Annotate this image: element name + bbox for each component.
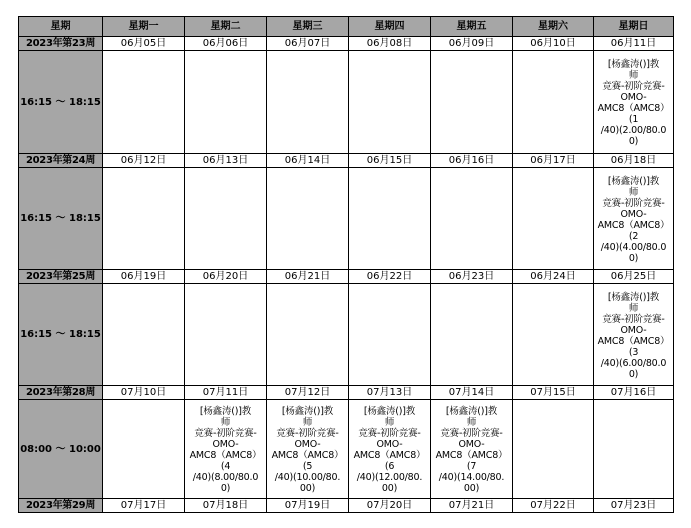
empty-cell bbox=[185, 168, 267, 270]
course-text-line: 竞赛-初阶竞赛- bbox=[602, 197, 665, 209]
date-cell: 06月21日 bbox=[267, 270, 349, 284]
empty-cell bbox=[349, 51, 431, 154]
course-text-line: OMO- bbox=[620, 92, 647, 103]
course-text-line: /40)(12.00/80. bbox=[356, 472, 423, 483]
date-cell: 06月25日 bbox=[594, 270, 674, 284]
course-entry[interactable] bbox=[349, 404, 430, 494]
empty-cell bbox=[431, 284, 513, 386]
course-entry[interactable] bbox=[594, 174, 673, 264]
date-cell: 07月13日 bbox=[349, 386, 431, 400]
course-entry[interactable] bbox=[267, 404, 348, 494]
date-cell: 06月10日 bbox=[513, 37, 594, 51]
date-cell: 06月08日 bbox=[349, 37, 431, 51]
date-cell: 07月19日 bbox=[267, 499, 349, 513]
course-text-line: 师 bbox=[384, 417, 395, 428]
course-text-line: 师 bbox=[628, 186, 639, 198]
week-label: 2023年第23周 bbox=[19, 37, 103, 51]
course-text-line: 竞赛-初阶竞赛- bbox=[194, 428, 257, 439]
date-cell: 06月06日 bbox=[185, 37, 267, 51]
empty-cell bbox=[513, 400, 594, 499]
course-text-line: [杨鑫涛()]教 bbox=[445, 406, 498, 417]
course-text-line: OMO- bbox=[620, 208, 647, 220]
time-slot: 08:00 ～ 10:00 bbox=[19, 400, 103, 499]
course-cell bbox=[267, 400, 349, 499]
date-cell: 07月15日 bbox=[513, 386, 594, 400]
header-day-4: 星期四 bbox=[349, 17, 431, 37]
course-text-line: AMC8（AMC8）(4 bbox=[189, 450, 262, 472]
course-text-line: 师 bbox=[628, 302, 639, 314]
date-cell: 06月18日 bbox=[594, 154, 674, 168]
course-text-line: 师 bbox=[302, 417, 313, 428]
week-label: 2023年第24周 bbox=[19, 154, 103, 168]
date-cell: 06月09日 bbox=[431, 37, 513, 51]
empty-cell bbox=[349, 168, 431, 270]
course-text-line: OMO- bbox=[458, 439, 485, 450]
date-cell: 07月18日 bbox=[185, 499, 267, 513]
course-text-line: 00) bbox=[299, 483, 316, 494]
course-text-line: AMC8（AMC8）(6 bbox=[353, 450, 426, 472]
date-cell: 07月22日 bbox=[513, 499, 594, 513]
course-text-line: 0) bbox=[628, 136, 639, 147]
course-text-line: /40)(14.00/80. bbox=[438, 472, 505, 483]
empty-cell bbox=[103, 400, 185, 499]
empty-cell bbox=[513, 284, 594, 386]
course-entry[interactable] bbox=[185, 404, 266, 494]
course-text-line: [杨鑫涛()]教 bbox=[363, 406, 416, 417]
date-cell: 07月23日 bbox=[594, 499, 674, 513]
date-cell: 07月17日 bbox=[103, 499, 185, 513]
date-cell: 07月10日 bbox=[103, 386, 185, 400]
course-text-line: 师 bbox=[628, 70, 639, 81]
course-text-line: 竞赛-初阶竞赛- bbox=[440, 428, 503, 439]
course-text-line: [杨鑫涛()]教 bbox=[607, 291, 660, 303]
empty-cell bbox=[431, 168, 513, 270]
course-cell bbox=[594, 51, 674, 154]
course-text-line: 00) bbox=[463, 483, 480, 494]
date-cell: 06月11日 bbox=[594, 37, 674, 51]
empty-cell bbox=[103, 51, 185, 154]
course-entry[interactable] bbox=[594, 290, 673, 380]
date-cell: 06月05日 bbox=[103, 37, 185, 51]
date-cell: 06月12日 bbox=[103, 154, 185, 168]
week-label: 2023年第29周 bbox=[19, 499, 103, 513]
course-text-line: 竞赛-初阶竞赛- bbox=[276, 428, 339, 439]
course-text-line: [杨鑫涛()]教 bbox=[607, 175, 660, 187]
course-text-line: 00) bbox=[381, 483, 398, 494]
time-slot: 16:15 ～ 18:15 bbox=[19, 168, 103, 270]
course-text-line: OMO- bbox=[212, 439, 239, 450]
time-slot-row bbox=[19, 168, 674, 270]
course-text-line: /40)(4.00/80.0 bbox=[600, 241, 667, 253]
course-text-line: 0) bbox=[220, 483, 231, 494]
week-row bbox=[19, 386, 674, 400]
empty-cell bbox=[349, 284, 431, 386]
week-row bbox=[19, 37, 674, 51]
schedule-table bbox=[18, 16, 674, 513]
empty-cell bbox=[267, 51, 349, 154]
empty-cell bbox=[103, 168, 185, 270]
time-slot: 16:15 ～ 18:15 bbox=[19, 51, 103, 154]
empty-cell bbox=[513, 168, 594, 270]
course-text-line: [杨鑫涛()]教 bbox=[199, 406, 252, 417]
date-cell: 07月16日 bbox=[594, 386, 674, 400]
course-text-line: OMO- bbox=[376, 439, 403, 450]
course-text-line: AMC8（AMC8）(1 bbox=[597, 103, 670, 125]
course-text-line: /40)(2.00/80.0 bbox=[600, 125, 667, 136]
course-cell bbox=[594, 168, 674, 270]
week-label: 2023年第25周 bbox=[19, 270, 103, 284]
empty-cell bbox=[431, 51, 513, 154]
course-text-line: 0) bbox=[628, 252, 639, 264]
header-row bbox=[19, 17, 674, 37]
course-cell bbox=[349, 400, 431, 499]
date-cell: 06月13日 bbox=[185, 154, 267, 168]
header-day-3: 星期三 bbox=[267, 17, 349, 37]
course-text-line: AMC8（AMC8）(5 bbox=[271, 450, 344, 472]
week-label: 2023年第28周 bbox=[19, 386, 103, 400]
week-row bbox=[19, 270, 674, 284]
course-text-line: 师 bbox=[466, 417, 477, 428]
week-row bbox=[19, 499, 674, 513]
empty-cell bbox=[267, 284, 349, 386]
course-text-line: /40)(8.00/80.0 bbox=[192, 472, 259, 483]
course-text-line: [杨鑫涛()]教 bbox=[607, 59, 660, 70]
empty-cell bbox=[594, 400, 674, 499]
course-text-line: 师 bbox=[220, 417, 231, 428]
header-day-5: 星期五 bbox=[431, 17, 513, 37]
date-cell: 07月20日 bbox=[349, 499, 431, 513]
course-text-line: AMC8（AMC8）(7 bbox=[435, 450, 508, 472]
date-cell: 06月19日 bbox=[103, 270, 185, 284]
date-cell: 06月22日 bbox=[349, 270, 431, 284]
empty-cell bbox=[267, 168, 349, 270]
empty-cell bbox=[513, 51, 594, 154]
time-slot: 16:15 ～ 18:15 bbox=[19, 284, 103, 386]
empty-cell bbox=[185, 51, 267, 154]
date-cell: 06月24日 bbox=[513, 270, 594, 284]
header-weekday-label: 星期 bbox=[19, 17, 103, 37]
date-cell: 06月20日 bbox=[185, 270, 267, 284]
course-text-line: 0) bbox=[628, 368, 639, 380]
course-text-line: 竞赛-初阶竞赛- bbox=[602, 81, 665, 92]
course-text-line: 竞赛-初阶竞赛- bbox=[602, 313, 665, 325]
course-cell bbox=[431, 400, 513, 499]
week-row bbox=[19, 154, 674, 168]
date-cell: 06月23日 bbox=[431, 270, 513, 284]
course-cell bbox=[185, 400, 267, 499]
course-text-line: OMO- bbox=[294, 439, 321, 450]
course-text-line: /40)(6.00/80.0 bbox=[600, 357, 667, 369]
time-slot-row bbox=[19, 284, 674, 386]
course-cell bbox=[594, 284, 674, 386]
header-day-7: 星期日 bbox=[594, 17, 674, 37]
header-day-6: 星期六 bbox=[513, 17, 594, 37]
course-text-line: OMO- bbox=[620, 324, 647, 336]
date-cell: 06月14日 bbox=[267, 154, 349, 168]
course-entry[interactable] bbox=[431, 404, 512, 494]
course-text-line: AMC8（AMC8）(2 bbox=[597, 219, 670, 242]
date-cell: 06月16日 bbox=[431, 154, 513, 168]
date-cell: 06月17日 bbox=[513, 154, 594, 168]
date-cell: 07月14日 bbox=[431, 386, 513, 400]
course-text-line: [杨鑫涛()]教 bbox=[281, 406, 334, 417]
date-cell: 07月12日 bbox=[267, 386, 349, 400]
date-cell: 07月11日 bbox=[185, 386, 267, 400]
header-day-1: 星期一 bbox=[103, 17, 185, 37]
course-text-line: /40)(10.00/80. bbox=[274, 472, 341, 483]
time-slot-row bbox=[19, 400, 674, 499]
time-slot-row bbox=[19, 51, 674, 154]
course-text-line: AMC8（AMC8）(3 bbox=[597, 335, 670, 358]
course-entry[interactable] bbox=[594, 57, 673, 147]
date-cell: 06月15日 bbox=[349, 154, 431, 168]
course-text-line: 竞赛-初阶竞赛- bbox=[358, 428, 421, 439]
date-cell: 06月07日 bbox=[267, 37, 349, 51]
date-cell: 07月21日 bbox=[431, 499, 513, 513]
empty-cell bbox=[185, 284, 267, 386]
header-day-2: 星期二 bbox=[185, 17, 267, 37]
empty-cell bbox=[103, 284, 185, 386]
